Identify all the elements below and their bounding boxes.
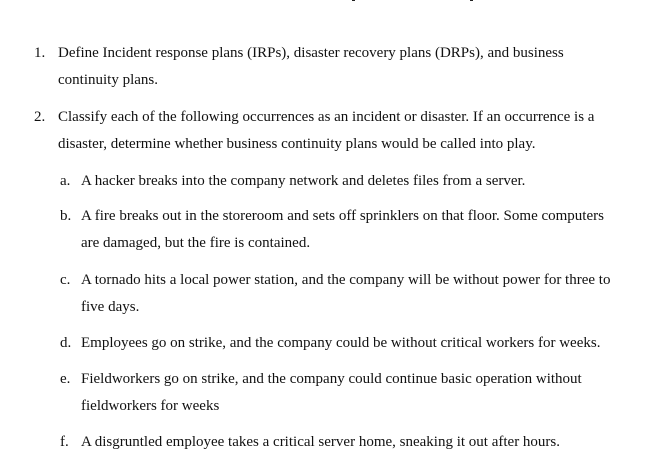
item-c-text-line-1: A tornado hits a local power station, and the company will be without power for three to [81,272,611,288]
item-e-text-line-1: Fieldworkers go on strike, and the company could continue basic operation without [81,371,582,387]
item-a-letter: a. [60,173,71,189]
cropped-glyph [352,0,355,1]
item-f-letter: f. [60,434,69,450]
item-a-text-line-1: A hacker breaks into the company network and deletes files from a server. [81,173,526,189]
cropped-glyph [470,0,473,1]
item-c-letter: c. [60,272,71,288]
item-b-text-line-1: A fire breaks out in the storeroom and sets off sprinklers on that floor. Some computers [81,208,604,224]
question-1-number: 1. [34,45,46,61]
question-1-text-line-2: continuity plans. [58,72,158,88]
question-1-text-line-1: Define Incident response plans (IRPs), disaster recovery plans (DRPs), and business [58,45,564,61]
question-2-number: 2. [34,109,46,125]
item-e-text-line-2: fieldworkers for weeks [81,398,220,414]
item-b-letter: b. [60,208,72,224]
item-e-letter: e. [60,371,71,387]
item-f-text-line-1: A disgruntled employee takes a critical server home, sneaking it out after hours. [81,434,561,450]
cropped-previous-line [0,0,670,3]
item-c-text-line-2: five days. [81,299,140,315]
item-b-text-line-2: are damaged, but the fire is contained. [81,235,311,251]
question-2-text-line-1: Classify each of the following occurrences as an incident or disaster. If an occurrence is a [58,109,595,125]
question-2-text-line-2: disaster, determine whether business continuity plans would be called into play. [58,136,536,152]
item-d-letter: d. [60,335,72,351]
item-d-text-line-1: Employees go on strike, and the company could be without critical workers for weeks. [81,335,601,351]
